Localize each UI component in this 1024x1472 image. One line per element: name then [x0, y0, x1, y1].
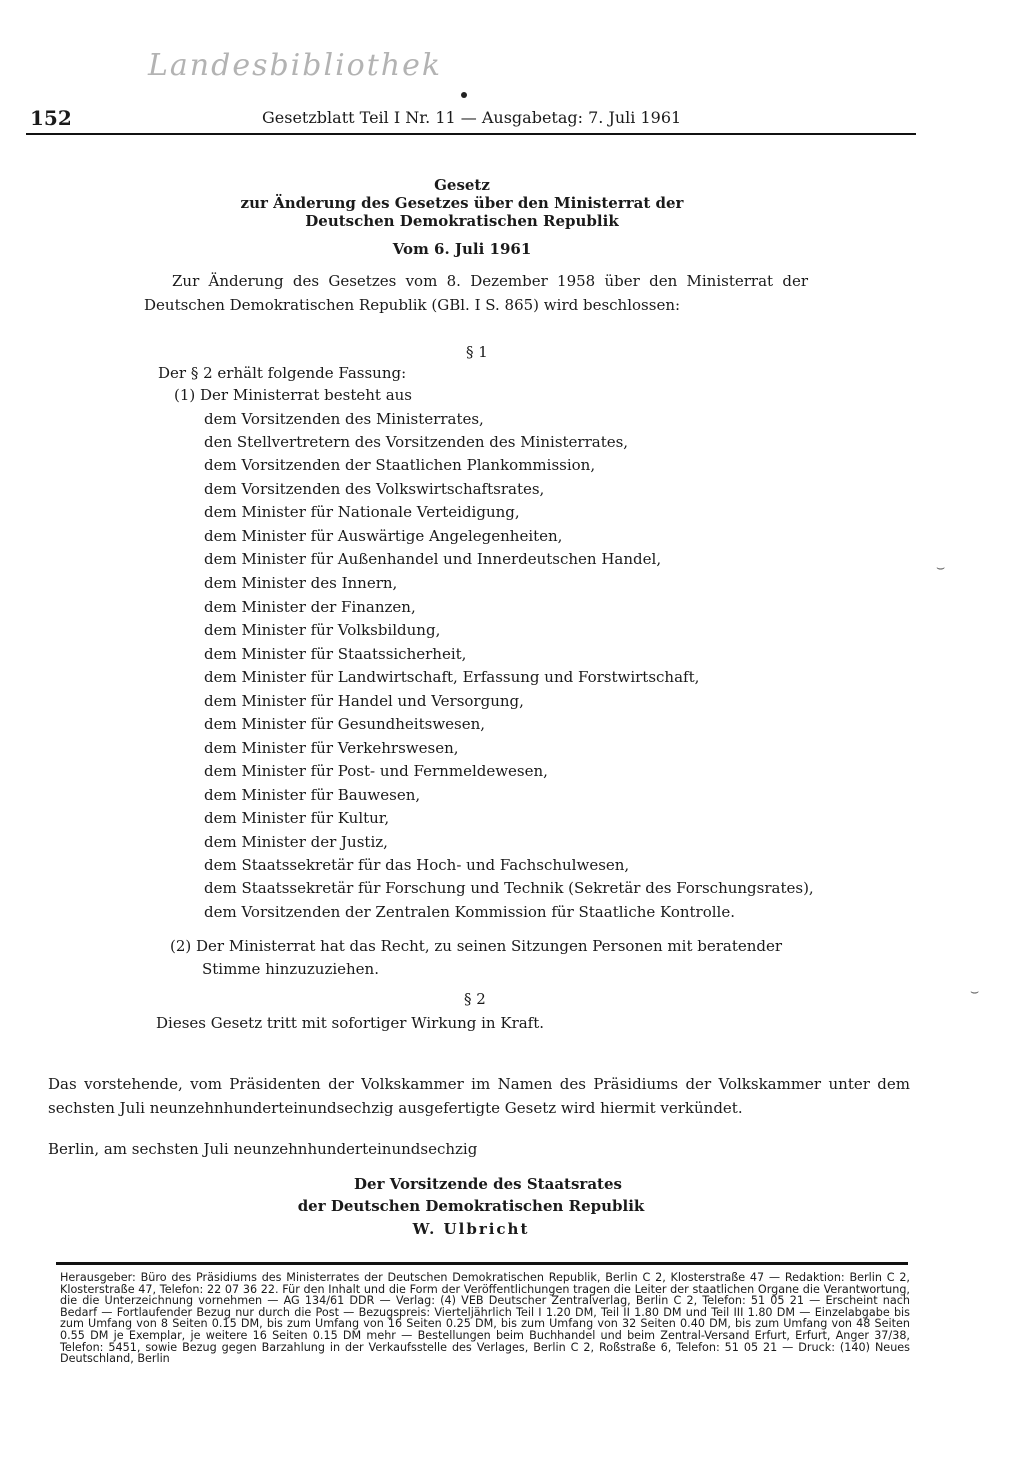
section-2-text: Dieses Gesetz tritt mit sofortiger Wirkung in Kraft.	[156, 1014, 545, 1032]
list-item: dem Minister des Innern,	[204, 574, 398, 592]
list-item: dem Minister für Landwirtschaft, Erfassung und Forstwirtschaft,	[204, 668, 700, 686]
list-item: dem Minister für Verkehrswesen,	[204, 739, 459, 757]
promulgation-line-1: Das vorstehende, vom Präsidenten der Volkskammer im Namen des Präsidiums der Volkskammer unter dem	[48, 1075, 910, 1093]
imprint: Herausgeber: Büro des Präsidiums des Ministerrates der Deutschen Demokratischen Republik, Berlin C 2, Klosterstraße 47 — Redaktion: Berlin C 2, Klosterstraße 47, Telefon: 22 07 36 22. Für den Inhalt und die Form der Veröffentlichungen tragen die Leiter der staatlichen Organe die Verantwortung, die die Unterzeichnung vornehmen — AG 134/61 DDR — Verlag: (4) VEB Deutscher Zentralverlag, Berlin C 2, Telefon: 51 05 21 — Erscheint nach Bedarf — Fortlaufender Bezug nur durch die Post — Bezugspreis: Vierteljährlich Teil I 1.20 DM, Teil II 1.80 DM und Teil III 1.80 DM — Einzelabgabe bis zum Umfang von 8 Seiten 0.15 DM, bis zum Umfang von 16 Seiten 0.25 DM, bis zum Umfang von 32 Seiten 0.40 DM, bis zum Umfang von 48 Seiten 0.55 DM je Exemplar, je weitere 16 Seiten 0.15 DM mehr — Bestellungen beim Buchhandel und beim Zentral-Versand Erfurt, Erfurt, Anger 37/38, Telefon: 5451, sowie Bezug gegen Barzahlung in der Verkaufsstelle des Verlages, Berlin C 2, Roßstraße 6, Telefon: 51 05 21 — Druck: (140) Neues Deutschland, Berlin	[60, 1271, 910, 1366]
page-number: 152	[30, 106, 72, 130]
law-title-line-3: Deutschen Demokratischen Republik	[305, 212, 619, 230]
section-2-heading: § 2	[464, 990, 486, 1008]
list-item: dem Vorsitzenden des Ministerrates,	[204, 410, 484, 428]
paragraph-2-line-1: (2) Der Ministerrat hat das Recht, zu seinen Sitzungen Personen mit beratender	[170, 937, 783, 955]
list-item: dem Vorsitzenden der Zentralen Kommission für Staatliche Kontrolle.	[204, 903, 735, 921]
paragraph-1-intro: (1) Der Ministerrat besteht aus	[174, 386, 412, 404]
signature-line-2: der Deutschen Demokratischen Republik	[297, 1197, 645, 1215]
list-item: dem Staatssekretär für das Hoch- und Fachschulwesen,	[204, 856, 630, 874]
law-date: Vom 6. Juli 1961	[392, 240, 532, 258]
list-item: dem Minister für Bauwesen,	[204, 786, 421, 804]
list-item: dem Minister für Auswärtige Angelegenheiten,	[204, 527, 563, 545]
law-title-line-2: zur Änderung des Gesetzes über den Ministerrat der	[240, 194, 684, 212]
list-item: dem Vorsitzenden der Staatlichen Plankommission,	[204, 456, 596, 474]
list-item: dem Minister für Nationale Verteidigung,	[204, 503, 520, 521]
list-item: dem Staatssekretär für Forschung und Technik (Sekretär des Forschungsrates),	[204, 879, 814, 897]
running-title: Gesetzblatt Teil I Nr. 11 — Ausgabetag: 7. Juli 1961	[262, 108, 682, 127]
header-rule	[26, 133, 916, 135]
margin-mark: ⌣	[936, 560, 946, 576]
promulgation-line-2: sechsten Juli neunzehnhunderteinundsechzig ausgefertigte Gesetz wird hiermit verkündet.	[48, 1099, 743, 1117]
margin-mark: ⌣	[970, 984, 980, 1000]
law-title-line-1: Gesetz	[434, 176, 490, 194]
list-item: dem Minister für Kultur,	[204, 809, 390, 827]
paragraph-2-line-2: Stimme hinzuzuziehen.	[202, 960, 379, 978]
list-item: dem Minister für Post- und Fernmeldewesen,	[204, 762, 548, 780]
ink-dot	[461, 92, 467, 98]
list-item: dem Minister der Finanzen,	[204, 598, 416, 616]
section-1-heading: § 1	[466, 343, 488, 361]
handwritten-note: Landesbibliothek	[148, 48, 443, 83]
section-1-intro: Der § 2 erhält folgende Fassung:	[158, 364, 407, 382]
preamble-line-1: Zur Änderung des Gesetzes vom 8. Dezember 1958 über den Ministerrat der	[172, 272, 808, 290]
list-item: dem Minister für Handel und Versorgung,	[204, 692, 524, 710]
list-item: dem Minister für Außenhandel und Innerdeutschen Handel,	[204, 550, 662, 568]
list-item: dem Vorsitzenden des Volkswirtschaftsrates,	[204, 480, 545, 498]
list-item: dem Minister für Gesundheitswesen,	[204, 715, 486, 733]
list-item: dem Minister der Justiz,	[204, 833, 388, 851]
signature-name: W. Ulbricht	[412, 1220, 530, 1238]
list-item: den Stellvertretern des Vorsitzenden des Ministerrates,	[204, 433, 629, 451]
list-item: dem Minister für Staatssicherheit,	[204, 645, 467, 663]
preamble-line-2: Deutschen Demokratischen Republik (GBl. I S. 865) wird beschlossen:	[144, 296, 681, 314]
list-item: dem Minister für Volksbildung,	[204, 621, 441, 639]
place-date: Berlin, am sechsten Juli neunzehnhunderteinundsechzig	[48, 1140, 478, 1158]
footer-rule	[56, 1262, 908, 1265]
signature-line-1: Der Vorsitzende des Staatsrates	[354, 1175, 622, 1193]
